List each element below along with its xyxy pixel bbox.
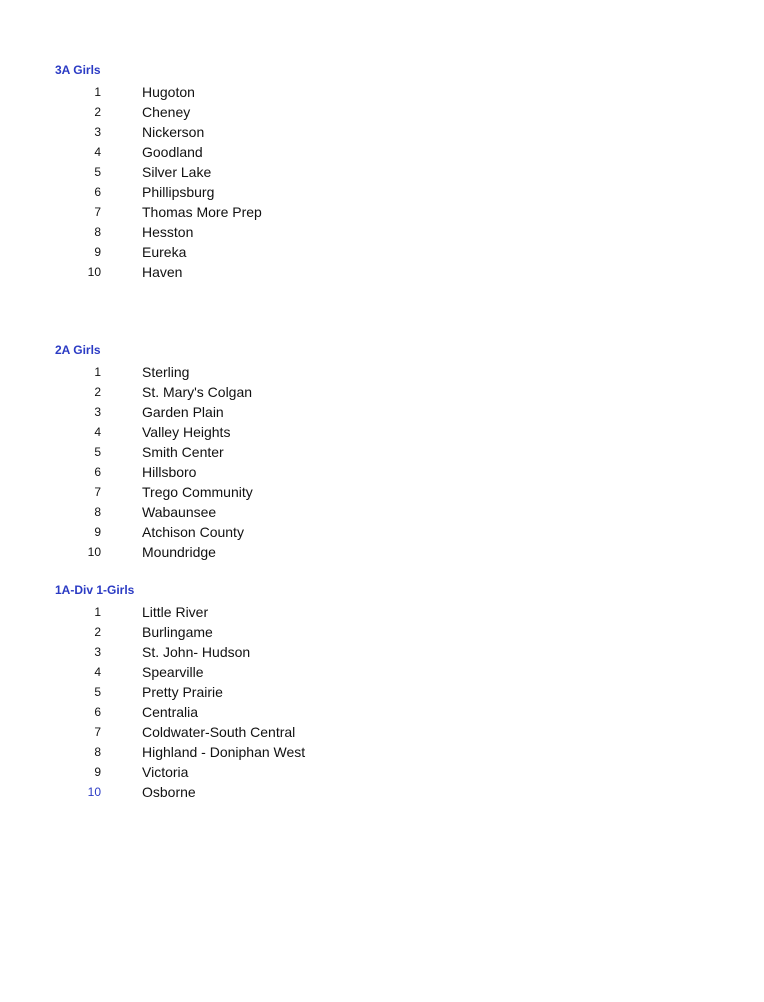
section-2a-girls bbox=[55, 342, 253, 562]
team-name: Haven bbox=[142, 264, 183, 280]
rank-number: 8 bbox=[94, 225, 101, 239]
rank-row bbox=[55, 222, 194, 242]
rank-number: 3 bbox=[94, 645, 101, 659]
rank-number: 7 bbox=[94, 205, 101, 219]
team-name: Hillsboro bbox=[142, 464, 197, 480]
team-name: Atchison County bbox=[142, 524, 244, 540]
rank-row bbox=[55, 742, 306, 762]
rank-row bbox=[55, 622, 213, 642]
rank-number: 1 bbox=[94, 605, 101, 619]
team-name: Moundridge bbox=[142, 544, 216, 560]
rank-number: 4 bbox=[94, 665, 101, 679]
section-3a-girls bbox=[55, 62, 262, 282]
rank-number: 8 bbox=[94, 745, 101, 759]
rank-row bbox=[55, 442, 224, 462]
rank-row bbox=[55, 602, 209, 622]
section-1a-div1-girls bbox=[55, 582, 306, 802]
rank-row bbox=[55, 382, 253, 402]
team-name: Garden Plain bbox=[142, 404, 224, 420]
team-name: Cheney bbox=[142, 104, 191, 120]
team-name: St. Mary's Colgan bbox=[142, 384, 253, 400]
team-name: Little River bbox=[142, 604, 209, 620]
rank-number: 10 bbox=[87, 785, 101, 799]
rank-row bbox=[55, 462, 197, 482]
rank-row bbox=[55, 202, 262, 222]
team-name: Phillipsburg bbox=[142, 184, 215, 200]
team-name: Osborne bbox=[142, 784, 196, 800]
rank-list bbox=[55, 362, 253, 562]
rank-row bbox=[55, 542, 216, 562]
rank-number: 8 bbox=[94, 505, 101, 519]
rank-row bbox=[55, 422, 231, 442]
rank-row bbox=[55, 162, 212, 182]
rank-number: 9 bbox=[94, 245, 101, 259]
rank-number: 5 bbox=[94, 445, 101, 459]
team-name: Hesston bbox=[142, 224, 194, 240]
rank-row bbox=[55, 362, 190, 382]
rank-row bbox=[55, 722, 296, 742]
team-name: Sterling bbox=[142, 364, 190, 380]
rank-list bbox=[55, 602, 306, 802]
team-name: Valley Heights bbox=[142, 424, 231, 440]
rank-number: 6 bbox=[94, 705, 101, 719]
rank-list bbox=[55, 82, 262, 282]
rank-number: 9 bbox=[94, 765, 101, 779]
team-name: Smith Center bbox=[142, 444, 224, 460]
rank-row bbox=[55, 102, 191, 122]
team-name: Wabaunsee bbox=[142, 504, 217, 520]
rank-row bbox=[55, 122, 205, 142]
team-name: Victoria bbox=[142, 764, 189, 780]
team-name: Burlingame bbox=[142, 624, 213, 640]
section-title: 1A-Div 1-Girls bbox=[55, 583, 135, 597]
rank-number: 5 bbox=[94, 685, 101, 699]
section-title: 2A Girls bbox=[55, 343, 101, 357]
rank-row bbox=[55, 522, 244, 542]
rank-number: 5 bbox=[94, 165, 101, 179]
rank-number: 7 bbox=[94, 485, 101, 499]
team-name: Hugoton bbox=[142, 84, 195, 100]
rank-row bbox=[55, 502, 217, 522]
rank-row bbox=[55, 82, 195, 102]
team-name: Trego Community bbox=[142, 484, 253, 500]
rank-number: 6 bbox=[94, 185, 101, 199]
team-name: Thomas More Prep bbox=[142, 204, 262, 220]
rank-number: 2 bbox=[94, 385, 101, 399]
rank-row bbox=[55, 402, 224, 422]
team-name: Highland - Doniphan West bbox=[142, 744, 306, 760]
rank-row bbox=[55, 782, 196, 802]
team-name: Nickerson bbox=[142, 124, 205, 140]
rank-number: 10 bbox=[87, 545, 101, 559]
team-name: St. John- Hudson bbox=[142, 644, 251, 660]
team-name: Coldwater-South Central bbox=[142, 724, 296, 740]
rank-number: 3 bbox=[94, 125, 101, 139]
team-name: Pretty Prairie bbox=[142, 684, 223, 700]
rank-number: 1 bbox=[94, 365, 101, 379]
rank-row bbox=[55, 262, 183, 282]
rank-number: 2 bbox=[94, 625, 101, 639]
rank-row bbox=[55, 142, 203, 162]
team-name: Centralia bbox=[142, 704, 199, 720]
rank-row bbox=[55, 242, 187, 262]
rank-number: 4 bbox=[94, 425, 101, 439]
rank-number: 4 bbox=[94, 145, 101, 159]
rank-number: 1 bbox=[94, 85, 101, 99]
rank-number: 10 bbox=[87, 265, 101, 279]
rank-number: 7 bbox=[94, 725, 101, 739]
rank-row bbox=[55, 482, 253, 502]
rank-row bbox=[55, 182, 215, 202]
rank-row bbox=[55, 682, 223, 702]
rank-number: 9 bbox=[94, 525, 101, 539]
team-name: Goodland bbox=[142, 144, 203, 160]
team-name: Eureka bbox=[142, 244, 187, 260]
rank-number: 2 bbox=[94, 105, 101, 119]
team-name: Spearville bbox=[142, 664, 204, 680]
rank-number: 3 bbox=[94, 405, 101, 419]
rank-row bbox=[55, 762, 189, 782]
rank-row bbox=[55, 642, 251, 662]
rank-row bbox=[55, 662, 204, 682]
section-title: 3A Girls bbox=[55, 63, 101, 77]
rank-number: 6 bbox=[94, 465, 101, 479]
team-name: Silver Lake bbox=[142, 164, 212, 180]
rank-row bbox=[55, 702, 199, 722]
